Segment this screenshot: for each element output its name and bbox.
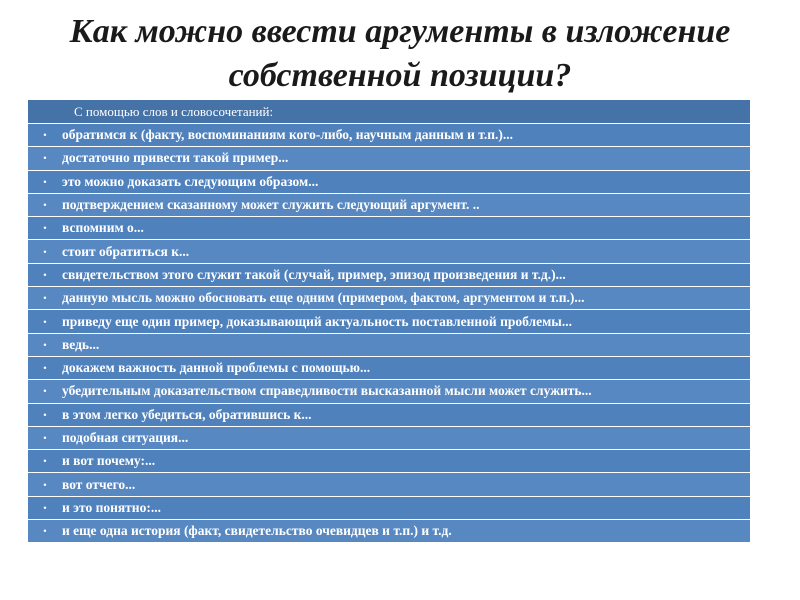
- table-row: [28, 171, 750, 194]
- bullet-icon: •: [43, 479, 47, 490]
- bullet-icon: •: [43, 456, 47, 467]
- row-text: и еще одна история (факт, свидетельство очевидцев и т.п.) и т.д.: [62, 523, 452, 539]
- table-header-text: С помощью слов и словосочетаний:: [74, 103, 274, 119]
- row-text: и вот почему:...: [62, 453, 156, 469]
- table-row: [28, 497, 750, 520]
- bullet-icon: •: [43, 200, 47, 211]
- bullet-icon: •: [43, 526, 47, 537]
- bullet-icon: •: [43, 153, 47, 164]
- table-row: [28, 450, 750, 473]
- bullet-icon: •: [43, 433, 47, 443]
- table-row: [28, 334, 750, 357]
- table-body: [28, 124, 750, 543]
- table-row: [28, 264, 750, 287]
- row-text: свидетельством этого служит такой (случай, пример, эпизод произведения и т.д.)...: [62, 266, 566, 282]
- table-row: [28, 473, 750, 496]
- bullet-icon: •: [43, 269, 47, 280]
- table-row: [28, 380, 750, 403]
- row-text: и это понятно:...: [62, 499, 161, 515]
- row-text: это можно доказать следующим образом...: [62, 173, 319, 189]
- row-text: данную мысль можно обосновать еще одним (примером, фактом, аргументом и т.п.)...: [62, 290, 585, 306]
- table-row: [28, 427, 750, 450]
- table-row: [28, 240, 750, 263]
- row-text: вспомним о...: [62, 220, 144, 236]
- row-text: убедительным доказательством справедливости высказанной мысли может служить...: [62, 383, 592, 399]
- bullet-icon: •: [43, 339, 47, 350]
- table-row: [28, 147, 750, 170]
- bullet-icon: •: [43, 502, 47, 513]
- row-text: ведь...: [62, 336, 100, 352]
- page-title: Как можно ввести аргументы в изложение собственной позиции?: [69, 13, 731, 94]
- table-row: [28, 357, 750, 380]
- bullet-icon: •: [43, 176, 47, 187]
- row-text: в этом легко убедиться, обратившись к...: [62, 406, 312, 422]
- row-text: докажем важность данной проблемы с помощью...: [62, 360, 371, 376]
- phrases-table: [28, 100, 750, 543]
- bullet-icon: •: [43, 363, 47, 374]
- table-row: [28, 287, 750, 310]
- bullet-icon: •: [43, 223, 47, 234]
- bullet-icon: •: [43, 293, 47, 304]
- row-text: стоит обратиться к...: [62, 243, 190, 259]
- bullet-icon: •: [43, 316, 47, 327]
- row-text: подтверждением сказанному может служить следующий аргумент. ..: [62, 197, 480, 213]
- table-header-row: [28, 100, 750, 124]
- table-row: [28, 520, 750, 543]
- table-row: [28, 310, 750, 333]
- bullet-icon: •: [43, 130, 47, 141]
- row-text: достаточно привести такой пример...: [62, 150, 289, 166]
- table-row: [28, 124, 750, 147]
- row-text: подобная ситуация...: [62, 430, 189, 445]
- table-row: [28, 217, 750, 240]
- table-row: [28, 404, 750, 427]
- row-text: обратимся к (факту, воспоминаниям кого-либо, научным данным и т.п.)...: [62, 127, 514, 143]
- bullet-icon: •: [43, 409, 47, 420]
- row-text: приведу еще один пример, доказывающий актуальность поставленной проблемы...: [62, 313, 572, 329]
- row-text: вот отчего...: [62, 476, 136, 492]
- table-row: [28, 194, 750, 217]
- bullet-icon: •: [43, 246, 47, 257]
- bullet-icon: •: [43, 386, 47, 397]
